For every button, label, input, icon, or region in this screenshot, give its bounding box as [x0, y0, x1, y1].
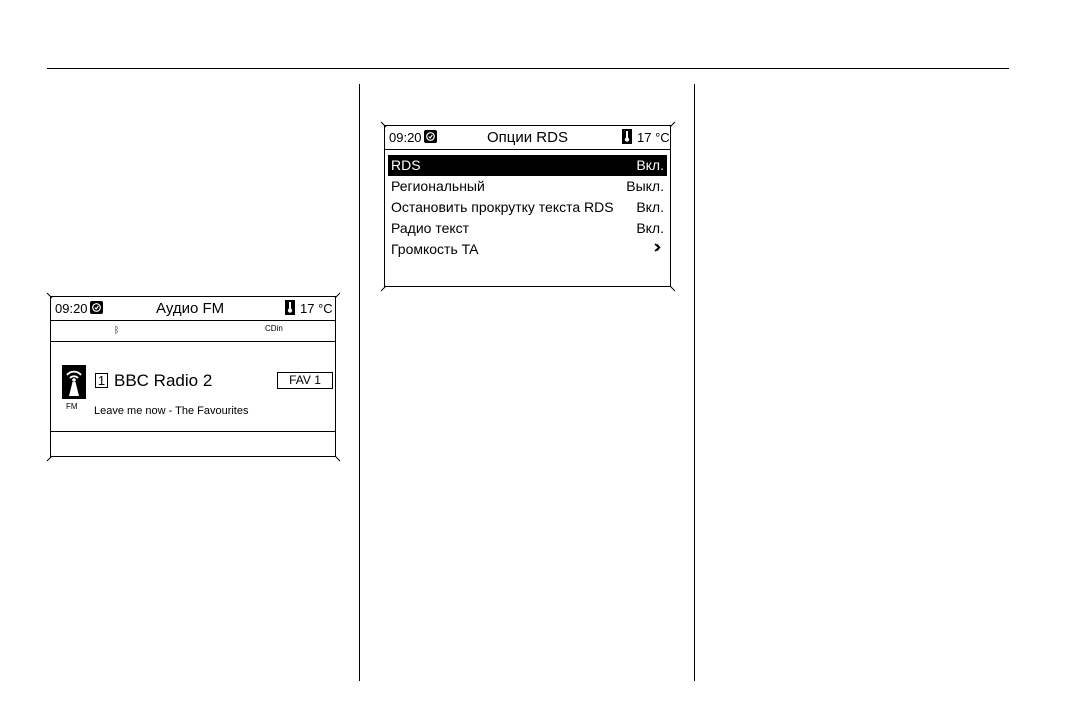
column-divider	[359, 84, 360, 681]
chevron-right-icon	[654, 239, 661, 260]
radio-text: Leave me now - The Favourites	[94, 405, 249, 417]
status-time: 09:20	[55, 301, 88, 316]
column-divider	[694, 84, 695, 681]
menu-item-radio-text[interactable]: Радио текст Вкл.	[391, 220, 664, 236]
menu-item-regional[interactable]: Региональный Выкл.	[391, 178, 664, 194]
screen-title: Аудио FM	[156, 300, 225, 317]
thermometer-icon	[285, 300, 295, 315]
audio-fm-screen	[50, 296, 336, 457]
clock-icon	[424, 130, 437, 143]
source-bar	[51, 321, 335, 342]
menu-item-rds[interactable]: RDS Вкл.	[388, 155, 667, 176]
status-bar	[385, 126, 670, 150]
preset-number: 1	[95, 373, 108, 388]
menu-item-ta-volume[interactable]: Громкость TA	[388, 239, 667, 260]
favourite-button[interactable]: FAV 1	[277, 372, 333, 389]
rds-options-screen	[384, 125, 671, 287]
menu-item-stop-scrolling[interactable]: Остановить прокрутку текста RDS Вкл.	[391, 199, 664, 215]
radio-antenna-icon	[62, 365, 86, 399]
bluetooth-icon: ᛒ	[114, 325, 120, 335]
bottom-divider	[51, 431, 335, 432]
temperature: 17 °C	[300, 301, 333, 316]
status-bar	[51, 297, 335, 321]
top-rule	[47, 68, 1009, 69]
source-label: CDin	[265, 324, 283, 333]
rds-menu	[388, 155, 667, 260]
screen-title: Опции RDS	[487, 129, 568, 146]
clock-icon	[90, 301, 103, 314]
temperature: 17 °C	[637, 130, 670, 145]
status-time: 09:20	[389, 130, 422, 145]
band-label: FM	[66, 402, 78, 411]
station-name: BBC Radio 2	[114, 371, 213, 390]
thermometer-icon	[622, 129, 632, 144]
